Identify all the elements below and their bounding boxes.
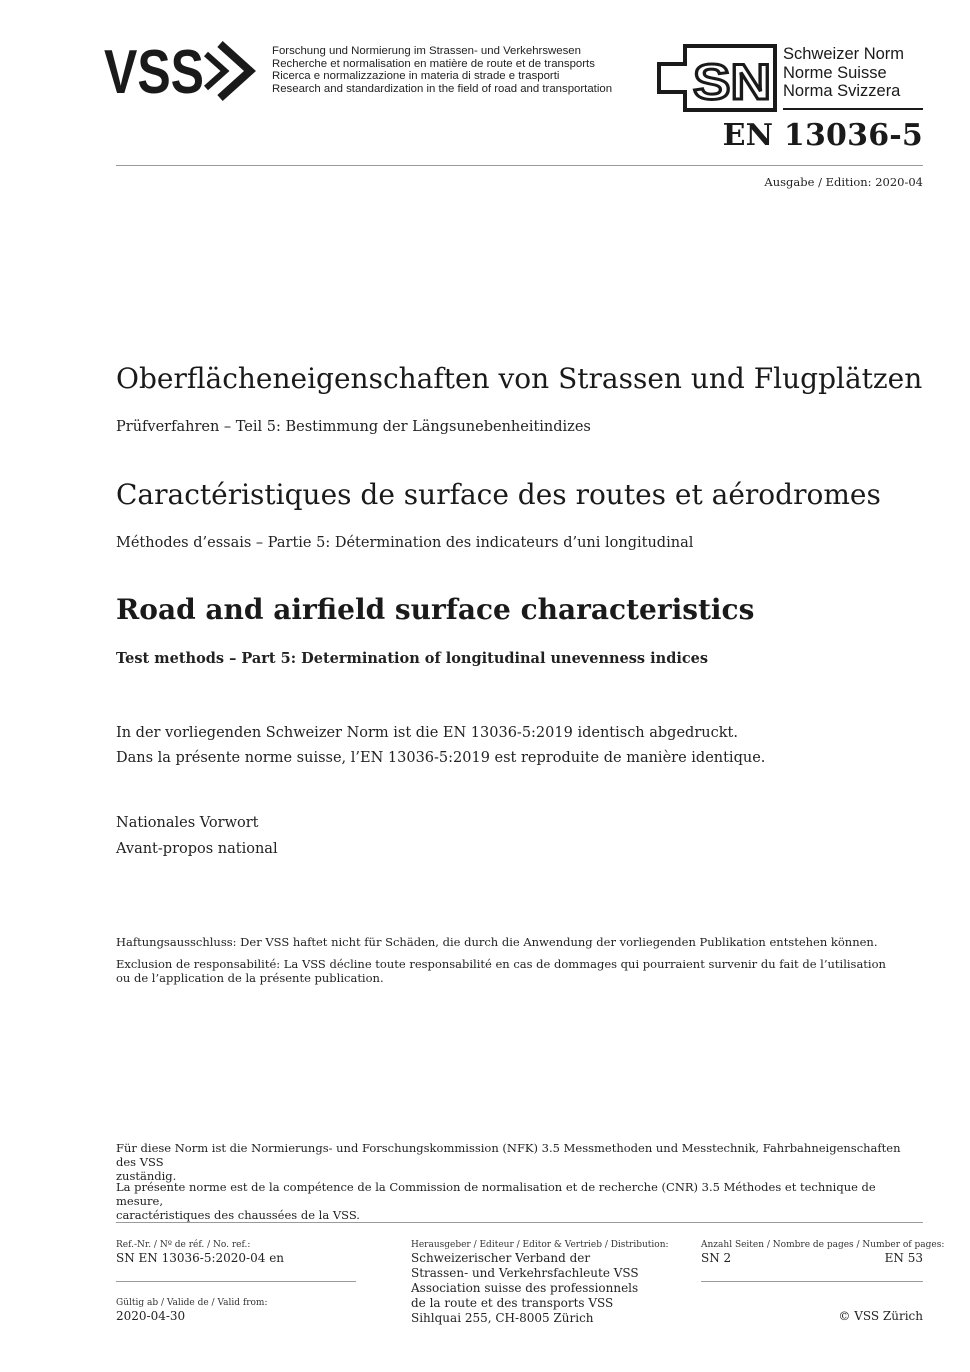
publisher-line: Sihlquai 255, CH-8005 Zürich xyxy=(411,1311,594,1325)
vss-logo-graphic xyxy=(104,40,266,102)
committee-fr-line-1: La présente norme est de la compétence de la Commission de normalisation et de recherche (CNR) 3.5 Méthodes et technique de mesure, xyxy=(116,1180,876,1208)
pages-en: EN 53 xyxy=(884,1251,923,1265)
title-en: Road and airfield surface characteristics xyxy=(116,593,755,626)
swiss-cross-sn-graphic xyxy=(655,44,779,112)
identical-note-fr: Dans la présente norme suisse, l’EN 13036-5:2019 est reproduite de manière identique. xyxy=(116,750,766,766)
svg-text:SN: SN xyxy=(693,54,771,110)
title-fr: Caractéristiques de surface des routes et aérodromes xyxy=(116,478,881,511)
valid-value: 2020-04-30 xyxy=(116,1309,186,1323)
identical-note-de: In der vorliegenden Schweizer Norm ist die EN 13036-5:2019 identisch abgedruckt. xyxy=(116,725,738,741)
committee-de-line-2: zuständig. xyxy=(116,1169,177,1183)
vss-tagline xyxy=(272,45,612,95)
disclaimer-fr xyxy=(116,957,916,985)
disclaimer-fr-line-2: ou de l’application de la présente publication. xyxy=(116,971,384,985)
committee-fr-line-2: caractéristiques des chaussées de la VSS. xyxy=(116,1208,360,1222)
disclaimer-fr-line-1: Exclusion de responsabilité: La VSS décline toute responsabilité en cas de dommages qui pourraient survenir du fait de l’utilisation xyxy=(116,957,886,971)
publisher-label: Herausgeber / Editeur / Editor & Vertrieb / Distribution: xyxy=(411,1240,669,1250)
header-divider xyxy=(116,165,923,166)
publisher-line: Strassen- und Verkehrsfachleute VSS xyxy=(411,1266,639,1280)
title-de: Oberflächeneigenschaften von Strassen und Flugplätzen xyxy=(116,362,923,395)
sn-logo xyxy=(655,44,779,112)
sn-underline xyxy=(783,108,923,110)
valid-label: Gültig ab / Valide de / Valid from: xyxy=(116,1298,268,1308)
publisher-line: de la route et des transports VSS xyxy=(411,1296,614,1310)
pages-divider xyxy=(701,1281,923,1282)
publisher-line: Schweizerischer Verband der xyxy=(411,1251,591,1265)
norm-number: EN 13036-5 xyxy=(722,118,923,153)
committee-de-line-1: Für diese Norm ist die Normierungs- und Forschungskommission (NFK) 3.5 Messmethoden und Messtechnik, Fahrbahneigenschaften des VSS xyxy=(116,1141,901,1169)
sn-label-de: Schweizer Norm xyxy=(783,45,905,63)
subtitle-de: Prüfverfahren – Teil 5: Bestimmung der Längsunebenheitindizes xyxy=(116,419,591,435)
copyright: © VSS Zürich xyxy=(838,1309,923,1323)
pages-sn: SN 2 xyxy=(701,1251,732,1265)
disclaimer-de: Haftungsausschluss: Der VSS haftet nicht für Schäden, die durch die Anwendung der vorliegenden Publikation entstehen können. xyxy=(116,935,878,949)
publisher-address xyxy=(411,1251,639,1326)
vss-tagline-de: Forschung und Normierung im Strassen- und Verkehrswesen xyxy=(272,45,581,57)
publisher-line: Association suisse des professionnels xyxy=(411,1281,639,1295)
ref-label: Ref.-Nr. / Nº de réf. / No. ref.: xyxy=(116,1240,251,1250)
vss-logo xyxy=(104,40,266,102)
committee-de xyxy=(116,1141,916,1183)
pages-label: Anzahl Seiten / Nombre de pages / Number of pages: xyxy=(701,1240,945,1250)
vss-tagline-it: Ricerca e normalizzazione in materia di strade e trasporti xyxy=(272,70,560,83)
foreword-de: Nationales Vorwort xyxy=(116,815,259,831)
sn-label-fr: Norme Suisse xyxy=(783,63,887,82)
sn-label-it: Norma Svizzera xyxy=(783,82,901,100)
subtitle-en: Test methods – Part 5: Determination of longitudinal unevenness indices xyxy=(116,650,709,667)
foreword-fr: Avant-propos national xyxy=(116,841,278,857)
ref-divider xyxy=(116,1281,356,1282)
subtitle-fr: Méthodes d’essais – Partie 5: Détermination des indicateurs d’uni longitudinal xyxy=(116,535,694,551)
vss-tagline-en: Research and standardization in the field of road and transportation xyxy=(272,82,613,95)
sn-norm-labels xyxy=(783,45,904,101)
ref-value: SN EN 13036-5:2020-04 en xyxy=(116,1251,285,1265)
svg-text:VSS: VSS xyxy=(104,40,204,102)
edition-date: Ausgabe / Edition: 2020-04 xyxy=(764,175,923,189)
footer-divider xyxy=(116,1222,923,1223)
vss-tagline-fr: Recherche et normalisation en matière de route et de transports xyxy=(272,57,595,70)
committee-fr xyxy=(116,1180,916,1222)
